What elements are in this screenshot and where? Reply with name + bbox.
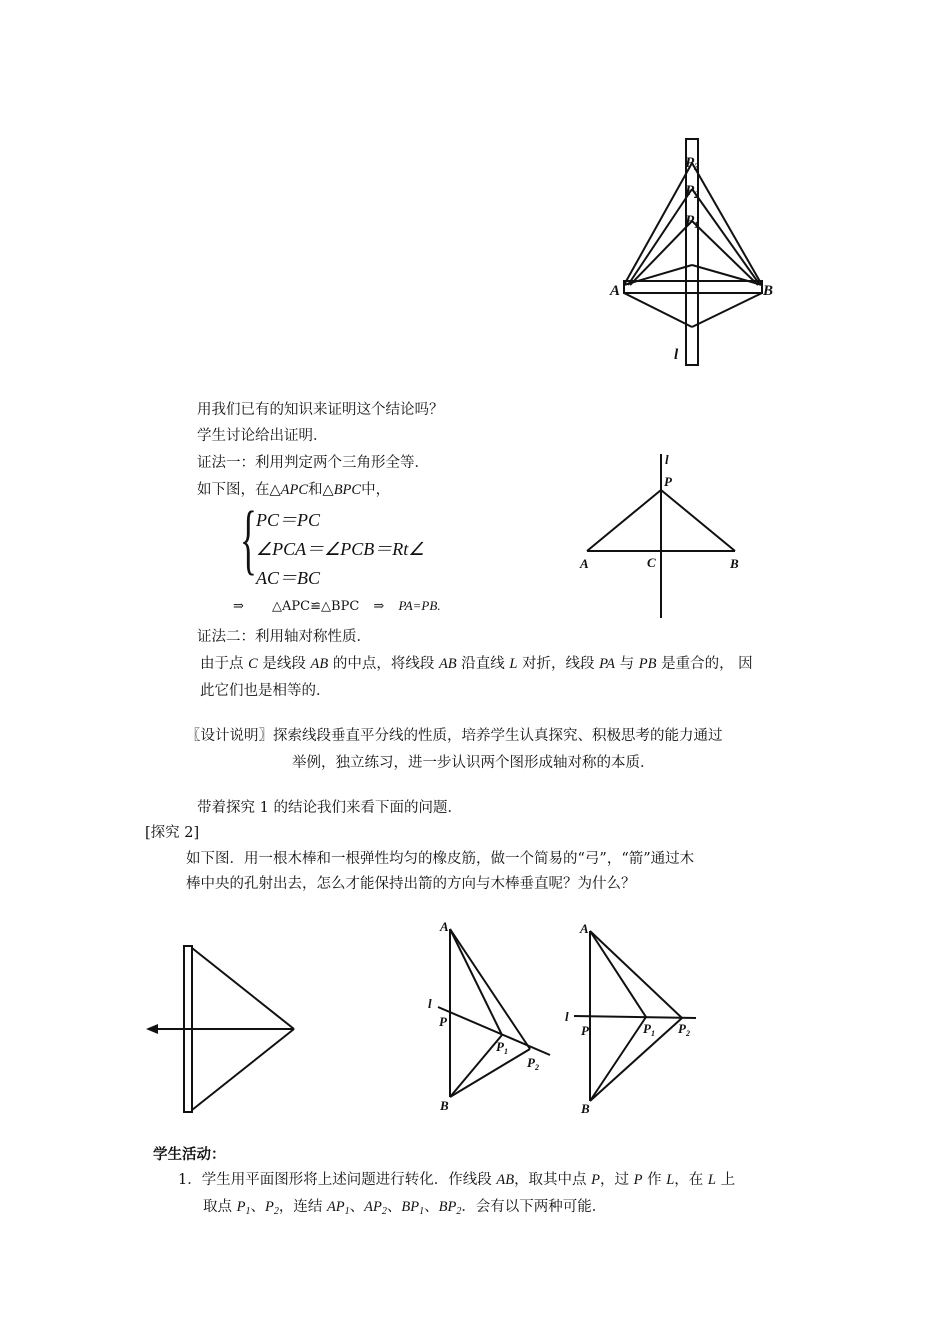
- label-p1: $P_1$: [643, 1021, 655, 1038]
- label-a: A: [580, 921, 589, 936]
- label-p2: $P_2$: [685, 183, 699, 200]
- label-p: P: [439, 1014, 447, 1029]
- activity-item-1: 1．学生用平面图形将上述问题进行转化．作线段 AB，取其中点 P，过 P 作 L，在 L 上: [178, 1172, 736, 1188]
- text-line-6: 证法二：利用轴对称性质．: [197, 629, 371, 645]
- label-l: l: [674, 347, 679, 363]
- equation-3: AC＝BC: [256, 568, 321, 588]
- design-note-2: 举例，独立练习，进一步认识两个图形成轴对称的本质．: [292, 755, 655, 771]
- paragraph-line-2: 棒中央的孔射出去，怎么才能保持出箭的方向与木棒垂直呢？为什么？: [186, 876, 636, 892]
- label-b: B: [730, 556, 739, 571]
- text-line-3: 证法一：利用判定两个三角形全等．: [197, 455, 429, 471]
- figure-bow-arrow: [140, 940, 300, 1118]
- figure-stick-triangles: [600, 135, 790, 375]
- figure-oblique-case: [420, 915, 555, 1113]
- label-a: A: [610, 283, 621, 299]
- label-p: P: [581, 1023, 589, 1038]
- label-p2: $P_2$: [527, 1055, 539, 1072]
- equation-2: ∠PCA＝∠PCB＝Rt∠: [256, 539, 425, 559]
- paragraph-line-1: 如下图．用一根木棒和一根弹性均匀的橡皮筋，做一个简易的“弓”，“箭”通过木: [186, 851, 695, 867]
- label-p2: $P_2$: [678, 1021, 690, 1038]
- label-p1: $P_1$: [685, 213, 699, 230]
- label-b: B: [581, 1101, 590, 1113]
- label-b: B: [440, 1098, 449, 1113]
- label-l: l: [428, 996, 432, 1011]
- equation-1: PC＝PC: [256, 510, 321, 530]
- design-note-1: 〖设计说明〗探索线段垂直平分线的性质，培养学生认真探究、积极思考的能力通过: [186, 728, 723, 744]
- label-l: l: [565, 1009, 569, 1024]
- conclusion-line: ⇒ △APC≌△BPC ⇒ PA=PB.: [233, 598, 441, 614]
- heading-explore-2: [探究 2]: [145, 825, 200, 841]
- figure-perpendicular-case: [560, 915, 700, 1113]
- brace: {: [240, 495, 257, 582]
- text-line-2: 学生讨论给出证明．: [197, 428, 328, 444]
- label-p3: $P_3$: [685, 155, 699, 172]
- label-b: B: [763, 283, 774, 299]
- label-a: A: [580, 556, 589, 571]
- text-line-9: 带着探究 1 的结论我们来看下面的问题．: [197, 800, 462, 816]
- text-line-8: 此它们也是相等的．: [200, 683, 331, 699]
- text-line-1: 用我们已有的知识来证明这个结论吗？: [197, 402, 444, 418]
- label-p: P: [664, 474, 672, 489]
- activity-heading: 学生活动：: [153, 1146, 226, 1163]
- activity-item-1-cont: 取点 $P_1$、$P_2$，连结 $AP_1$、$AP_2$、$BP_1$、$BP_2$．会有以下两种可能．: [203, 1199, 607, 1217]
- label-c: C: [647, 555, 656, 570]
- label-l: l: [665, 452, 669, 467]
- text-line-4: 如下图，在△APC和△BPC中，: [197, 482, 391, 498]
- text-line-7: 由于点 C 是线段 AB 的中点，将线段 AB 沿直线 L 对折，线段 PA 与 PB 是重合的， 因: [200, 656, 753, 672]
- label-p1: $P_1$: [496, 1039, 508, 1056]
- label-a: A: [440, 919, 449, 934]
- figure-perpendicular-bisector: [575, 450, 755, 622]
